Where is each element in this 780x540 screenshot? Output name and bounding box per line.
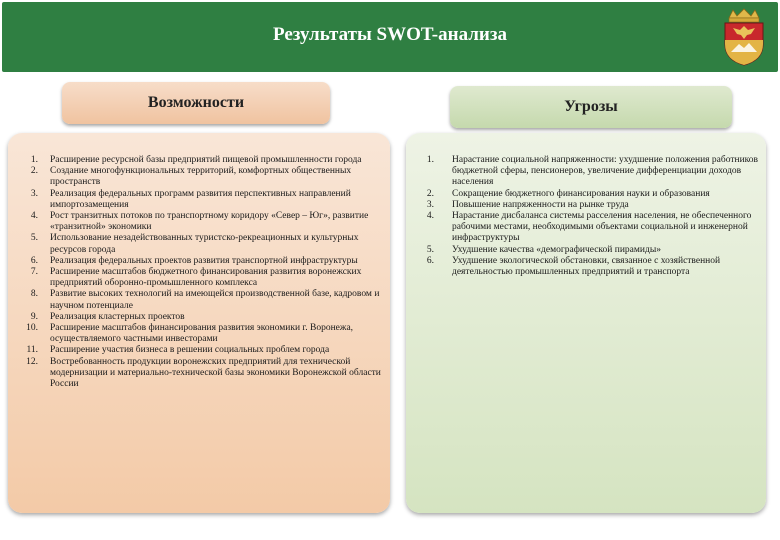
- list-item: [10, 357, 382, 391]
- list-item: [10, 233, 382, 255]
- opportunities-title: Возможности: [62, 82, 330, 124]
- item-number: 10.: [26, 323, 38, 334]
- item-number: 3.: [30, 188, 38, 199]
- item-text: Повышение напряженности на рынке труда: [452, 199, 629, 210]
- list-item: [415, 189, 765, 200]
- item-number: 11.: [26, 345, 38, 356]
- item-number: 1.: [30, 155, 38, 165]
- item-number: 3.: [426, 199, 434, 210]
- list-item: [10, 211, 382, 233]
- item-text: Расширение участия бизнеса в решении социальных проблем города: [50, 345, 330, 356]
- city-emblem-icon: [721, 8, 767, 66]
- item-text: Расширение ресурсной базы предприятий пищевой промышленности города: [50, 155, 362, 165]
- list-item: [415, 200, 765, 211]
- item-number: 8.: [30, 289, 38, 300]
- list-item: [10, 289, 382, 311]
- item-text: Нарастание социальной напряженности: ухудшение положения работников бюджетной сферы, пенсионеров, увеличение дифференциации доходов населения: [452, 155, 759, 188]
- item-number: 9.: [30, 311, 38, 322]
- page-title: Результаты SWOT-анализа: [273, 24, 507, 45]
- list-item: [10, 166, 382, 188]
- item-text: Сокращение бюджетного финансирования науки и образования: [452, 188, 710, 199]
- opportunities-list: [10, 155, 382, 390]
- header-banner: [2, 2, 778, 72]
- item-text: Востребованность продукции воронежских предприятий для технической модернизации и материально-технической базы экономики Воронежской области России: [50, 356, 381, 390]
- list-item: [10, 312, 382, 323]
- item-number: 12.: [26, 356, 38, 367]
- item-number: 2.: [30, 166, 38, 177]
- list-item: [415, 245, 765, 256]
- item-text: Расширение масштабов финансирования развития экономики г. Воронежа, осуществляемого частными инвесторами: [50, 323, 354, 345]
- list-item: [415, 155, 765, 189]
- item-number: 4.: [30, 211, 38, 222]
- item-text: Расширение масштабов бюджетного финансирования развития воронежских предприятий оборонно-промышленного комплекса: [50, 267, 362, 289]
- item-text: Развитие высоких технологий на имеющейся производственной базе, кадровом и научном потенциале: [50, 289, 380, 311]
- item-number: 6.: [426, 255, 434, 266]
- threats-list: [415, 155, 765, 278]
- list-item: [10, 256, 382, 267]
- item-text: Нарастание дисбаланса системы расселения населения, не обеспеченного рабочими местами, необходимыми объектами социальной и инженерной инфраструктуры: [452, 211, 752, 244]
- list-item: [10, 267, 382, 289]
- item-text: Создание многофункциональных территорий, комфортных общественных пространств: [50, 166, 352, 188]
- item-text: Реализация федеральных программ развития перспективных направлений импортозамещения: [50, 188, 351, 210]
- item-text: Рост транзитных потоков по транспортному коридору «Север – Юг», развитие «транзитной» экономики: [50, 211, 369, 233]
- item-number: 6.: [30, 255, 38, 266]
- item-number: 2.: [426, 188, 434, 199]
- list-item: [10, 323, 382, 345]
- list-item: [415, 256, 765, 278]
- item-number: 5.: [426, 244, 434, 255]
- list-item: [10, 155, 382, 166]
- item-number: 5.: [30, 233, 38, 244]
- item-text: Ухудшение качества «демографической пирамиды»: [452, 244, 661, 255]
- item-text: Реализация федеральных проектов развития транспортной инфраструктуры: [50, 255, 358, 266]
- list-item: [415, 211, 765, 245]
- item-number: 7.: [30, 267, 38, 278]
- item-number: 4.: [426, 211, 434, 222]
- item-text: Ухудшение экологической обстановки, связанное с хозяйственной деятельностью промышленных предприятий и транспорта: [452, 255, 721, 278]
- list-item: [10, 189, 382, 211]
- item-text: Реализация кластерных проектов: [50, 311, 185, 322]
- list-item: [10, 345, 382, 356]
- item-number: 1.: [426, 155, 434, 165]
- threats-title: Угрозы: [450, 86, 732, 128]
- item-text: Использование незадействованных туристско-рекреационных и культурных ресурсов города: [50, 233, 359, 255]
